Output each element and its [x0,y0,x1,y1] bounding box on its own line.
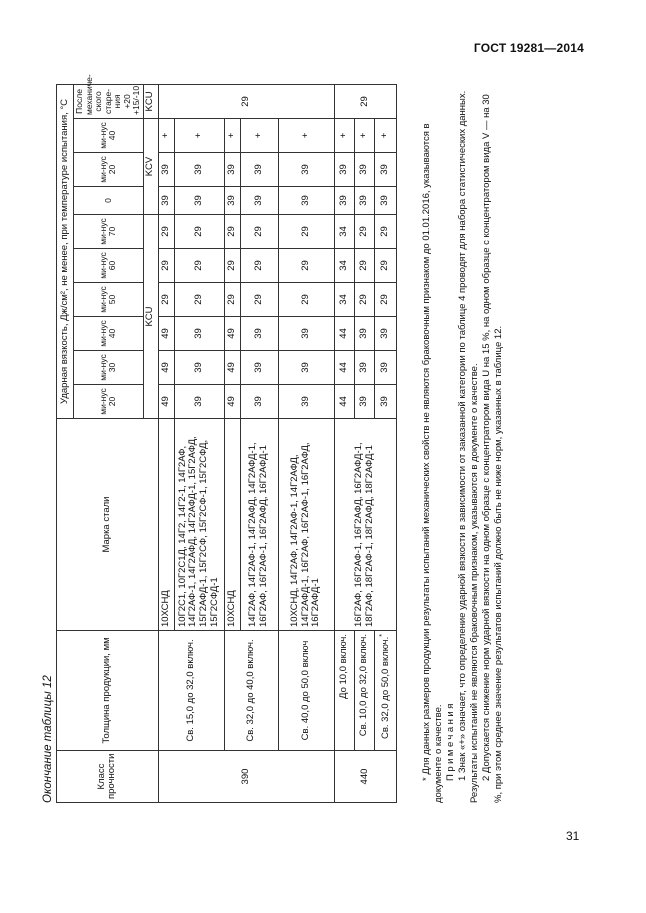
value-cell: 39 [334,187,354,215]
col-header-grade: Марка стали [57,419,159,631]
value-cell: 39 [174,153,224,187]
value-cell: 39 [278,351,334,385]
temp-header: ми-нус 40 [74,119,144,153]
col-header-class: Класс прочности [57,751,159,803]
value-cell: 29 [354,283,374,317]
value-cell: 39 [374,317,396,351]
value-cell: 34 [334,215,354,249]
value-cell: 39 [174,351,224,385]
value-cell: + [224,119,240,153]
value-cell: 29 [278,249,334,283]
value-cell: 49 [224,351,240,385]
value-cell: 44 [334,351,354,385]
value-cell: 29 [374,215,396,249]
footnote-mark: * [378,634,386,637]
note-1: 1 Знак «+» означает, что определение ударной вязкости в зависимости от заказанной категории по таблице 4 проводят для набора статистических данных. Результаты испытаний не являются браковочным признаком, указываются в документе о качестве. [457,90,480,803]
value-cell: 29 [354,249,374,283]
value-cell: 29 [224,215,240,249]
value-cell: 29 [224,283,240,317]
value-cell: 39 [354,317,374,351]
thickness-cell: Св. 32,0 до 50,0 включ.* [374,631,396,751]
value-cell: 39 [240,187,278,215]
value-cell: 29 [374,249,396,283]
value-cell: 49 [224,317,240,351]
page-number: 31 [566,829,580,843]
value-cell: 29 [158,283,174,317]
value-cell: 29 [174,249,224,283]
value-cell: 39 [334,153,354,187]
grade-cell: 16Г2АФ, 16Г2АФ-1, 16Г2АФД, 16Г2АФД-1, 18Г2АФ, 18Г2АФ-1, 18Г2АФД, 18Г2АФД-1 [334,419,396,631]
value-cell: + [354,119,374,153]
document-header: ГОСТ 19281—2014 [473,41,584,55]
class-cell: 390 [158,751,334,803]
footnote: * Для данных размеров продукции результаты испытаний механических свойств не являются браковочным признаком до 01.01.2016, указываются в документе о качестве. [421,123,444,803]
value-cell: 39 [278,153,334,187]
value-cell: 39 [174,187,224,215]
value-cell: 49 [158,385,174,419]
class-cell: 440 [334,751,396,803]
value-cell: 39 [354,187,374,215]
value-cell: 39 [374,385,396,419]
grade-cell: 10Г2С1, 10Г2С1Д, 14Г2, 14Г2-1, 14Г2АФ, 14Г2АФ-1, 14Г2АФД, 14Г2АФД-1, 15Г2АФД, 15Г2АФД-1, 15Г2СФ, 15Г2СФ-1, 15Г2СФД, 15Г2СФД-1 [174,419,224,631]
thickness-cell: Св. 32,0 до 40,0 включ. [224,631,278,751]
value-cell: + [278,119,334,153]
value-cell: 39 [278,385,334,419]
value-cell: 44 [334,317,354,351]
value-cell: 44 [334,385,354,419]
value-cell: + [334,119,354,153]
value-cell: 29 [240,249,278,283]
value-cell: 39 [174,317,224,351]
value-cell: 39 [240,317,278,351]
value-cell: 29 [158,215,174,249]
after-aging-value: 29 [158,84,334,118]
value-cell: 29 [174,283,224,317]
thickness-cell: Св. 10,0 до 32,0 включ. [354,631,374,751]
value-cell: 29 [174,215,224,249]
value-cell: + [174,119,224,153]
rotated-table-region [42,74,548,803]
value-cell: 39 [354,351,374,385]
grade-cell: 10ХСНД [224,419,240,631]
temp-header: ми-нус 70 [74,215,144,249]
value-cell: + [374,119,396,153]
kcu-label: KCU [143,215,158,419]
notes-heading: Примечания [445,701,456,781]
value-cell: 39 [374,351,396,385]
value-cell: 39 [278,317,334,351]
value-cell: 39 [354,153,374,187]
thickness-cell: До 10,0 включ. [334,631,354,751]
value-cell: 39 [158,187,174,215]
value-cell: 39 [240,153,278,187]
value-cell: 39 [374,153,396,187]
col-header-thickness: Толщина продукции, мм [57,631,159,751]
grade-cell: 10ХСНД, 14Г2АФ, 14Г2АФ-1, 14Г2АФД, 14Г2АФД-1, 16Г2АФ, 16Г2АФ-1, 16Г2АФД, 16Г2АФД-1 [278,419,334,631]
value-cell: 49 [224,385,240,419]
value-cell: 39 [174,385,224,419]
value-cell: 29 [224,249,240,283]
temp-header: ми-нус 30 [74,351,144,385]
grade-cell: 10ХСНД [158,419,174,631]
value-cell: 29 [240,215,278,249]
kcv-label: KCV [143,119,158,215]
kcu-after-label: KCU [143,84,158,118]
table-caption: Окончание таблицы 12 [42,675,54,803]
temp-header: ми-нус 60 [74,249,144,283]
value-cell: 39 [354,385,374,419]
col-header-impact: Ударная вязкость, Дж/см², не менее, при температуре испытания, °С [57,84,74,418]
value-cell: 39 [278,187,334,215]
grade-cell: 14Г2АФ, 14Г2АФ-1, 14Г2АФД, 14Г2АФД-1, 16Г2АФ, 16Г2АФ-1, 16Г2АФД, 16Г2АФД-1 [240,419,278,631]
value-cell: 34 [334,283,354,317]
temp-header: ми-нус 50 [74,283,144,317]
value-cell: + [158,119,174,153]
temp-header: 0 [74,187,144,215]
temp-header: ми-нус 20 [74,385,144,419]
impact-strength-table [56,74,397,803]
value-cell: + [240,119,278,153]
note-2: 2 Допускается снижение норм ударной вязкости на одном образце с концентратором вида U на 15 %, на одном образце с концентратором вида V — на 30 %, при этом среднее значение результатов испытаний должно быть не ниже норм, указанных в таблице 12. [481,94,504,803]
after-aging-value: 29 [334,84,396,118]
temp-header: ми-нус 20 [74,153,144,187]
value-cell: 29 [158,249,174,283]
temp-header: ми-нус 40 [74,317,144,351]
value-cell: 29 [354,215,374,249]
value-cell: 49 [158,351,174,385]
value-cell: 29 [278,283,334,317]
value-cell: 29 [374,283,396,317]
value-cell: 34 [334,249,354,283]
value-cell: 29 [278,215,334,249]
thickness-cell: Св. 15,0 до 32,0 включ. [158,631,224,751]
thickness-cell: Св. 40,0 до 50,0 включ [278,631,334,751]
value-cell: 29 [240,283,278,317]
value-cell: 39 [224,153,240,187]
value-cell: 39 [374,187,396,215]
value-cell: 49 [158,317,174,351]
table-notes [421,85,505,803]
value-cell: 39 [240,351,278,385]
value-cell: 39 [240,385,278,419]
value-cell: 39 [158,153,174,187]
after-aging-header: После механиче-ского старе-ния +20 +15/-10 [74,84,144,118]
value-cell: 39 [224,187,240,215]
